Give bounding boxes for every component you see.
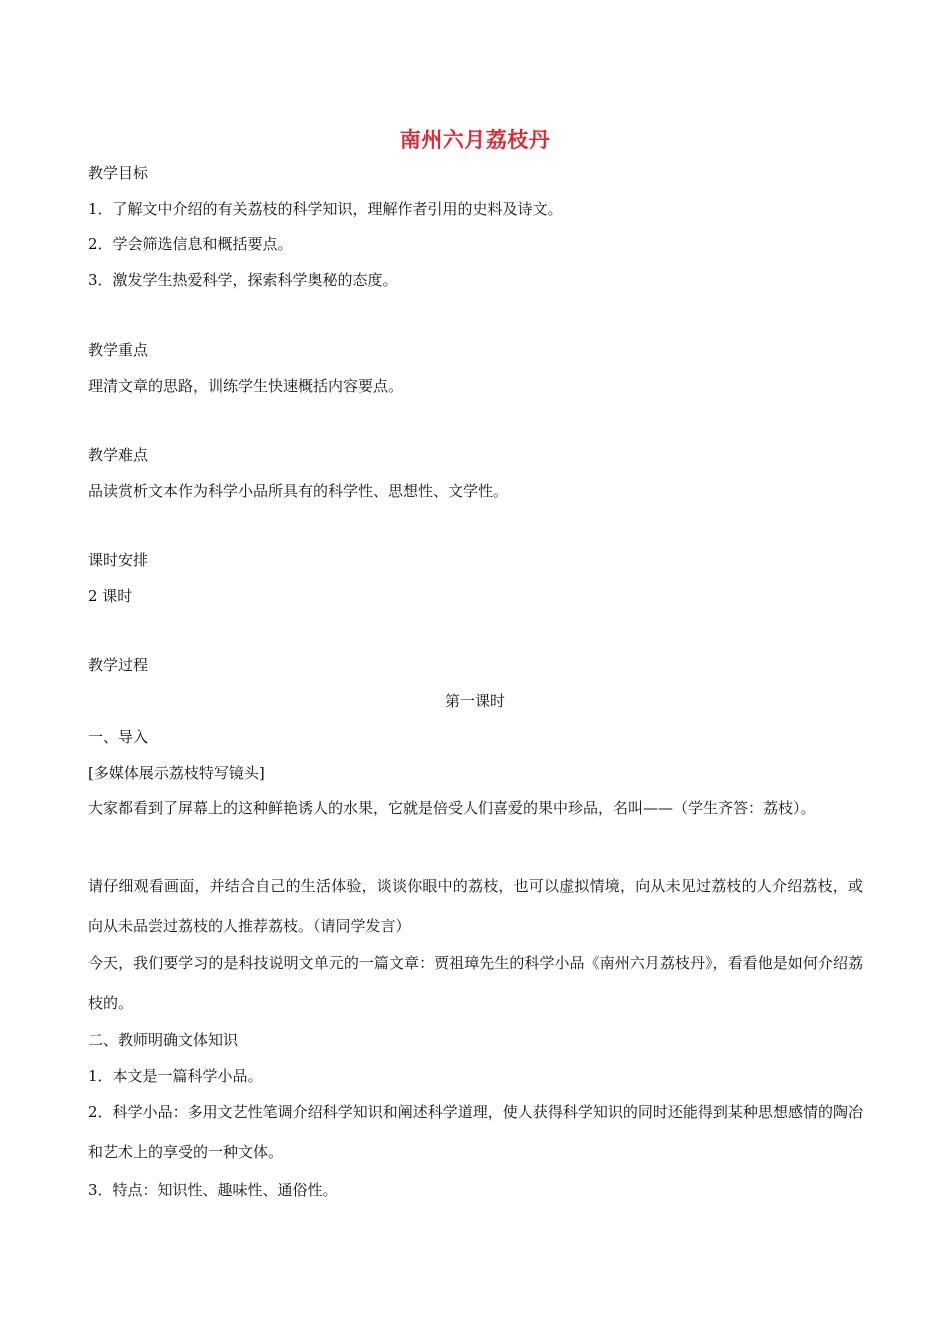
objective-item-3: 3．激发学生热爱科学，探索科学奥秘的态度。 — [88, 271, 398, 289]
genre-item-3: 3．特点：知识性、趣味性、通俗性。 — [88, 1181, 338, 1199]
genre-item-2: 2．科学小品：多用文艺性笔调介绍科学知识和阐述科学道理，使人获得科学知识的同时还能得到某种思想感情的陶冶和艺术上的享受的一种文体。 — [88, 1103, 863, 1161]
schedule-heading: 课时安排 — [88, 551, 149, 569]
media-note: [多媒体展示荔枝特写镜头] — [88, 764, 265, 782]
difficulties-text: 品读赏析文本作为科学小品所具有的科学性、思想性、文学性。 — [88, 482, 509, 500]
lesson-title: 第一课时 — [444, 692, 505, 710]
key-points-heading: 教学重点 — [88, 341, 149, 359]
intro-paragraph-3: 今天，我们要学习的是科技说明文单元的一篇文章：贾祖璋先生的科学小品《南州六月荔枝丹》，看看他是如何介绍荔枝的。 — [88, 954, 863, 1012]
objective-item-2: 2．学会筛选信息和概括要点。 — [88, 235, 293, 253]
key-points-text: 理清文章的思路，训练学生快速概括内容要点。 — [88, 377, 404, 395]
intro-paragraph-1: 大家都看到了屏幕上的这种鲜艳诱人的水果，它就是倍受人们喜爱的果中珍品，名叫——（学生齐答：荔枝）。 — [88, 799, 816, 817]
genre-item-1: 1．本文是一篇科学小品。 — [88, 1067, 263, 1085]
objectives-heading: 教学目标 — [88, 164, 149, 182]
document-title: 南州六月荔枝丹 — [399, 128, 551, 152]
section1-heading: 一、导入 — [88, 728, 149, 746]
section2-heading: 二、教师明确文体知识 — [88, 1031, 239, 1049]
schedule-text: 2 课时 — [88, 587, 133, 605]
intro-paragraph-2: 请仔细观看画面，并结合自己的生活体验，谈谈你眼中的荔枝，也可以虚拟情境，向从未见过荔枝的人介绍荔枝，或向从未品尝过荔枝的人推荐荔枝。（请同学发言） — [88, 877, 863, 935]
difficulties-heading: 教学难点 — [88, 446, 149, 464]
process-heading: 教学过程 — [88, 656, 149, 674]
objective-item-1: 1．了解文中介绍的有关荔枝的科学知识，理解作者引用的史料及诗文。 — [88, 200, 563, 218]
